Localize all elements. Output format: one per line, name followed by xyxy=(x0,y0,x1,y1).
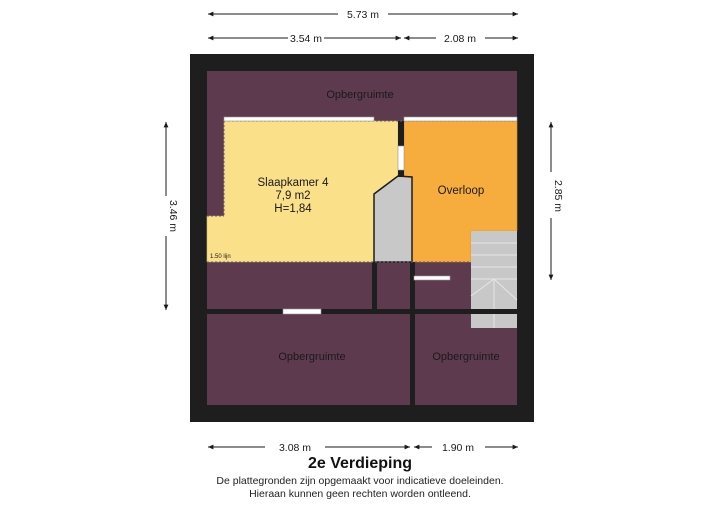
dim-right-height: 2.85 m xyxy=(552,179,564,213)
dim-top-right: 2.08 m xyxy=(443,33,477,45)
label-storage-bottom-left: Opbergruimte xyxy=(278,351,346,363)
label-landing: Overloop xyxy=(437,185,485,197)
dim-bottom-left: 3.08 m xyxy=(278,442,312,454)
label-line-note: 1.50 lijn xyxy=(210,254,231,260)
floor-title: 2e Verdieping xyxy=(307,455,413,472)
dim-bottom-right: 1.90 m xyxy=(441,442,475,454)
label-storage-top: Opbergruimte xyxy=(326,89,394,101)
dim-left-height: 3.46 m xyxy=(167,199,179,233)
dim-top-left: 3.54 m xyxy=(289,33,323,45)
dim-top-total: 5.73 m xyxy=(346,9,380,21)
disclaimer-line-1: De plattegronden zijn opgemaakt voor indicatieve doeleinden. xyxy=(216,475,504,487)
label-bedroom-area: 7,9 m2 xyxy=(275,190,311,202)
disclaimer-line-2: Hieraan kunnen geen rechten worden ontleend. xyxy=(249,488,471,500)
label-storage-bottom-right: Opbergruimte xyxy=(432,351,500,363)
label-bedroom-name: Slaapkamer 4 xyxy=(257,177,329,189)
shaft xyxy=(374,176,412,262)
label-bedroom-height: H=1,84 xyxy=(274,203,312,215)
